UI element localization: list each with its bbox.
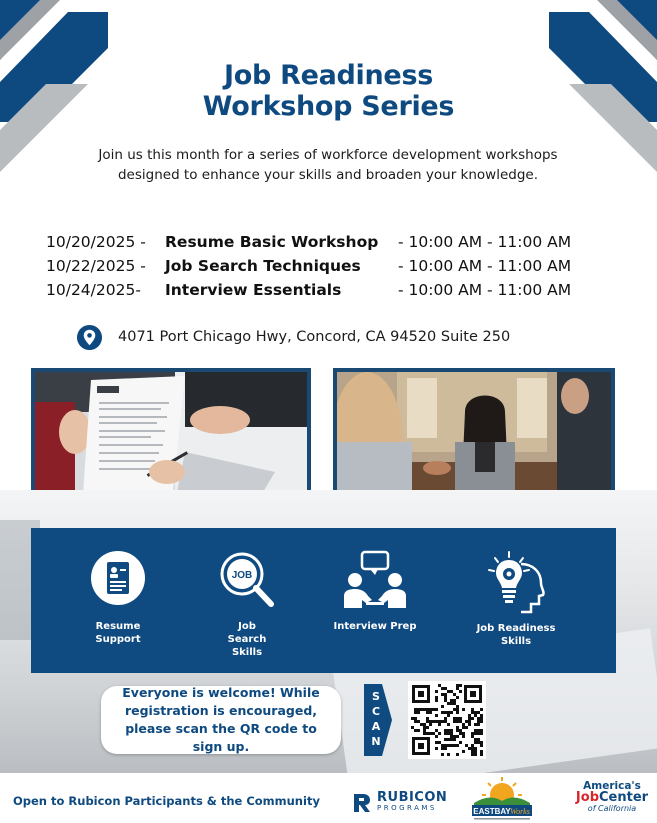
schedule-title: Interview Essentials xyxy=(165,281,342,299)
schedule-date: 10/22/2025 - xyxy=(46,257,146,275)
svg-text:JOB: JOB xyxy=(231,570,253,581)
feature-resume-support xyxy=(68,550,168,646)
footer-bar xyxy=(0,773,657,823)
ajc-line1: America's xyxy=(583,780,641,792)
rubicon-logo xyxy=(352,789,447,817)
interview-icon xyxy=(342,550,408,610)
schedule-title: Job Search Techniques xyxy=(165,257,361,275)
features-panel xyxy=(31,528,616,673)
address-text: 4071 Port Chicago Hwy, Concord, CA 94520 Suite 250 xyxy=(118,329,511,345)
schedule-time: - 10:00 AM - 11:00 AM xyxy=(398,233,572,251)
feature-label: Job Search Skills xyxy=(227,621,267,658)
eastbay-text: EASTBAY xyxy=(473,807,511,816)
scan-letter: C xyxy=(371,705,381,718)
eastbay-works-logo xyxy=(470,775,534,821)
resume-icon xyxy=(90,550,146,606)
rubicon-subtitle: PROGRAMS xyxy=(377,804,437,812)
feature-label: Job Readiness Skills xyxy=(476,623,556,647)
ajc-job: Job xyxy=(575,790,599,805)
schedule-date: 10/24/2025- xyxy=(46,281,141,299)
registration-qr-code[interactable] xyxy=(408,681,486,759)
feature-label: Interview Prep xyxy=(333,621,417,632)
schedule-date: 10/20/2025 - xyxy=(46,233,146,251)
schedule-time: - 10:00 AM - 11:00 AM xyxy=(398,257,572,275)
intro-text: Join us this month for a series of workforce development workshops designed to enhance your skills and broaden your knowledge. xyxy=(98,147,558,183)
schedule-time: - 10:00 AM - 11:00 AM xyxy=(398,281,572,299)
rubicon-mark-icon xyxy=(352,792,372,814)
scan-arrow xyxy=(364,684,388,756)
schedule-row xyxy=(46,230,586,254)
interview-handshake-photo xyxy=(333,368,615,506)
scan-letter: S xyxy=(372,690,380,703)
lightbulb-head-icon xyxy=(485,550,547,614)
location-pin-icon xyxy=(76,324,103,351)
scan-letter: A xyxy=(371,720,381,733)
welcome-message: Everyone is welcome! While registration is encouraged, please scan the QR code to sign up. xyxy=(101,686,341,754)
scan-letter: N xyxy=(371,735,381,748)
ajc-line3: of California xyxy=(587,804,637,813)
address-line xyxy=(76,323,510,351)
americas-job-center-logo xyxy=(572,781,652,814)
feature-label: Resume Support xyxy=(95,621,141,645)
page-title: Job Readiness Workshop Series xyxy=(202,60,455,122)
schedule-title: Resume Basic Workshop xyxy=(165,233,379,251)
schedule-row xyxy=(46,278,586,302)
rubicon-name: RUBICON xyxy=(377,790,448,805)
schedule-row xyxy=(46,254,586,278)
open-to-text: Open to Rubicon Participants & the Community xyxy=(13,794,320,808)
ajc-center: Center xyxy=(599,790,649,805)
job-search-icon xyxy=(217,550,277,610)
feature-interview-prep xyxy=(325,550,425,633)
resume-review-photo xyxy=(31,368,311,506)
eastbay-works-text: Works xyxy=(510,807,530,816)
feature-job-readiness-skills xyxy=(466,550,566,648)
feature-job-search-skills xyxy=(197,550,297,659)
